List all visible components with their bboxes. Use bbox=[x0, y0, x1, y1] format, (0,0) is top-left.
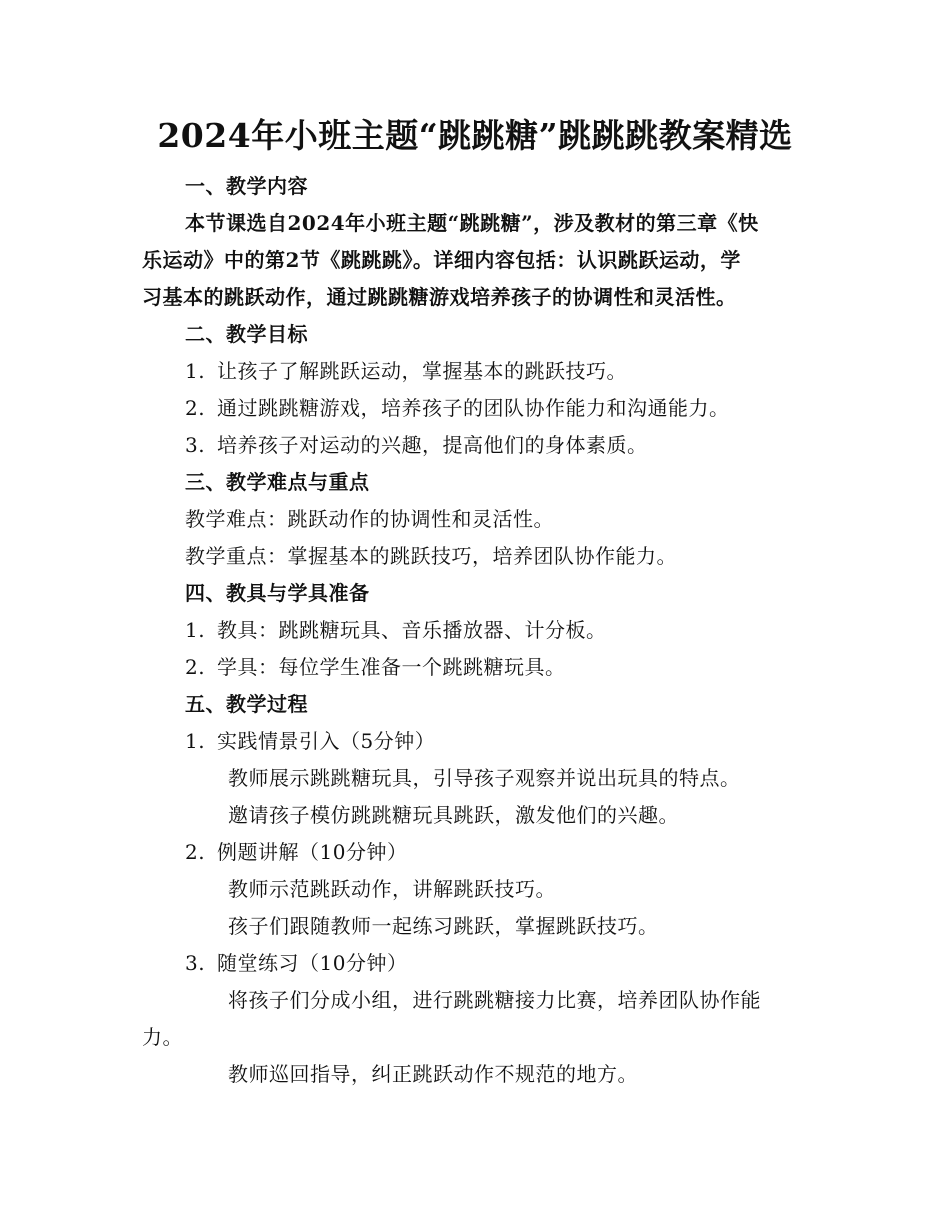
section-heading-key-points: 三、教学难点与重点 bbox=[185, 470, 370, 494]
material-number: 2. bbox=[185, 655, 206, 679]
step-detail: 孩子们跟随教师一起练习跳跃，掌握跳跃技巧。 bbox=[228, 914, 659, 938]
step-detail: 将孩子们分成小组，进行跳跳糖接力比赛，培养团队协作能 bbox=[228, 988, 761, 1012]
objective-text: 让孩子了解跳跃运动，掌握基本的跳跃技巧。 bbox=[217, 359, 627, 383]
step-title: 例题讲解（10分钟） bbox=[217, 840, 408, 864]
step-detail: 教师巡回指导，纠正跳跃动作不规范的地方。 bbox=[228, 1062, 638, 1086]
step-detail: 教师示范跳跃动作，讲解跳跃技巧。 bbox=[228, 877, 556, 901]
material-text: 学具：每位学生准备一个跳跳糖玩具。 bbox=[217, 655, 566, 679]
step-detail-continuation: 力。 bbox=[142, 1025, 183, 1049]
objective-item bbox=[185, 358, 627, 384]
document-title: 2024年小班主题“跳跳糖”跳跳跳教案精选 bbox=[157, 116, 793, 155]
process-step bbox=[185, 839, 407, 865]
content-paragraph-line: 乐运动》中的第2节《跳跳跳》。详细内容包括：认识跳跃运动，学 bbox=[142, 248, 741, 272]
difficulty-line: 教学难点：跳跃动作的协调性和灵活性。 bbox=[185, 507, 554, 531]
objective-text: 通过跳跳糖游戏，培养孩子的团队协作能力和沟通能力。 bbox=[217, 396, 730, 420]
focus-line: 教学重点：掌握基本的跳跃技巧，培养团队协作能力。 bbox=[185, 544, 677, 568]
step-title: 随堂练习（10分钟） bbox=[217, 951, 408, 975]
objective-item bbox=[185, 395, 730, 421]
content-paragraph-line: 习基本的跳跃动作，通过跳跳糖游戏培养孩子的协调性和灵活性。 bbox=[142, 285, 737, 309]
objective-number: 1. bbox=[185, 359, 206, 383]
objective-number: 3. bbox=[185, 433, 206, 457]
objective-number: 2. bbox=[185, 396, 206, 420]
step-title: 实践情景引入（5分钟） bbox=[217, 729, 436, 753]
step-number: 1. bbox=[185, 729, 206, 753]
step-number: 3. bbox=[185, 951, 206, 975]
material-text: 教具：跳跳糖玩具、音乐播放器、计分板。 bbox=[217, 618, 607, 642]
section-heading-objectives: 二、教学目标 bbox=[185, 322, 308, 346]
process-step bbox=[185, 728, 435, 754]
section-heading-process: 五、教学过程 bbox=[185, 692, 308, 716]
content-paragraph-line: 本节课选自2024年小班主题“跳跳糖”，涉及教材的第三章《快 bbox=[185, 211, 759, 235]
process-step bbox=[185, 950, 407, 976]
objective-item bbox=[185, 432, 648, 458]
objective-text: 培养孩子对运动的兴趣，提高他们的身体素质。 bbox=[217, 433, 648, 457]
step-number: 2. bbox=[185, 840, 206, 864]
section-heading-materials: 四、教具与学具准备 bbox=[185, 581, 370, 605]
section-heading-content: 一、教学内容 bbox=[185, 174, 308, 198]
material-item bbox=[185, 654, 566, 680]
material-number: 1. bbox=[185, 618, 206, 642]
step-detail: 教师展示跳跳糖玩具，引导孩子观察并说出玩具的特点。 bbox=[228, 766, 741, 790]
material-item bbox=[185, 617, 607, 643]
step-detail: 邀请孩子模仿跳跳糖玩具跳跃，激发他们的兴趣。 bbox=[228, 803, 679, 827]
